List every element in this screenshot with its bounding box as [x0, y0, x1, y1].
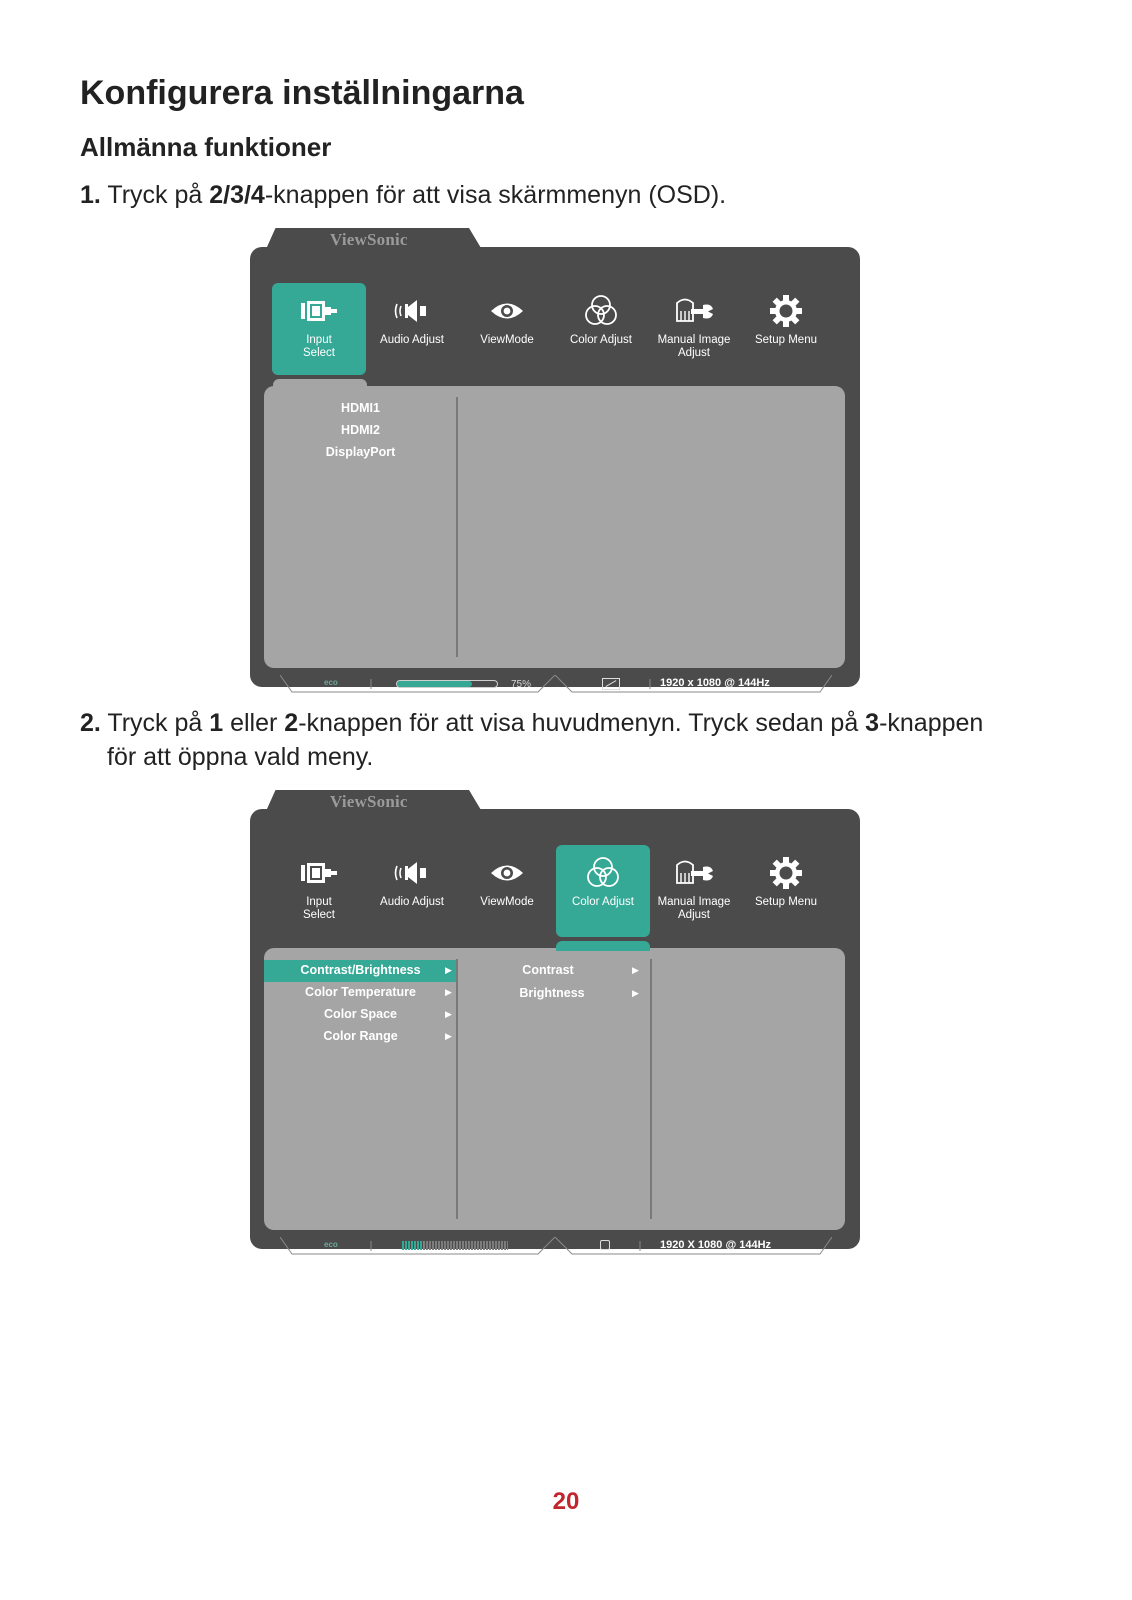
step-text: eller [223, 709, 285, 737]
brand-logo: ViewSonic [330, 230, 408, 249]
osd-status-bar [280, 675, 832, 693]
brightness-progress-fill [397, 681, 472, 687]
tab-audio-adjust[interactable] [365, 283, 459, 375]
panel-notch [556, 941, 650, 951]
tab-label: ViewMode [480, 896, 534, 908]
section-title: Allmänna funktioner [80, 132, 332, 162]
color-circles-icon [554, 293, 648, 329]
level-meter [402, 1241, 508, 1250]
step-text: Tryck på [107, 181, 210, 209]
tab-audio-adjust[interactable] [365, 845, 459, 937]
tab-manual-image-adjust[interactable] [647, 845, 741, 937]
wrench-icon [647, 293, 741, 329]
submenu-color-temperature[interactable]: Color Temperature [305, 985, 416, 999]
osd-content-panel [264, 948, 845, 1230]
tab-label: Manual Image [657, 334, 731, 346]
resolution-readout: 1920 X 1080 @ 144Hz [660, 1239, 772, 1251]
eco-icon: eco [324, 678, 338, 687]
tab-label: Adjust [678, 347, 710, 359]
audio-icon [365, 855, 459, 891]
osd-content-panel [264, 386, 845, 668]
step-text-continued: för att öppna vald meny. [107, 743, 374, 771]
step-key: 2 [284, 709, 299, 737]
tab-label: Adjust [678, 909, 710, 921]
page-title: Konfigurera inställningarna [80, 74, 524, 112]
input-select-icon [272, 855, 366, 891]
column-divider [650, 959, 652, 1219]
submenu-color-range[interactable]: Color Range [323, 1029, 398, 1043]
tab-label: Color Adjust [569, 334, 632, 346]
osd-screenshot-color-adjust [250, 790, 860, 1250]
step-number: 2. [80, 709, 101, 737]
tab-label: Audio Adjust [380, 896, 444, 908]
color-circles-icon [556, 855, 650, 891]
option-brightness[interactable]: Brightness [519, 986, 585, 1000]
step-text: -knappen för att visa huvudmenyn. Tryck sedan på [298, 709, 866, 737]
tab-input-select[interactable] [272, 283, 366, 375]
panel-notch [273, 379, 367, 389]
brand-logo: ViewSonic [330, 792, 408, 811]
tab-input-select[interactable] [272, 845, 366, 937]
tab-label: Select [303, 909, 335, 921]
input-option-hdmi2[interactable]: HDMI2 [341, 423, 380, 437]
step-text: -knappen för att visa skärmmenyn (OSD). [264, 181, 727, 209]
tab-color-adjust[interactable] [556, 845, 650, 937]
input-select-icon [272, 293, 366, 329]
audio-icon [365, 293, 459, 329]
input-option-hdmi1[interactable]: HDMI1 [341, 401, 380, 415]
tab-label: Input [306, 896, 332, 908]
submenu-arrow-icon: ▶ [445, 987, 452, 997]
aspect-ratio-icon [602, 678, 620, 690]
brightness-percent: 75% [511, 679, 532, 690]
step-2 [80, 706, 983, 774]
step-key: 3 [865, 709, 880, 737]
osd-status-bar [280, 1237, 832, 1255]
tab-setup-menu[interactable] [739, 845, 833, 937]
tab-label: Color Adjust [571, 896, 634, 908]
submenu-color-space[interactable]: Color Space [324, 1007, 397, 1021]
tab-viewmode[interactable] [460, 283, 554, 375]
osd-main-menu [272, 845, 842, 937]
external-link-icon [600, 1240, 610, 1250]
step-text: -knappen [879, 709, 984, 737]
osd-screenshot-input-select [250, 228, 860, 690]
tab-label: Setup Menu [754, 896, 817, 908]
tab-label: Audio Adjust [380, 334, 444, 346]
tab-setup-menu[interactable] [739, 283, 833, 375]
level-meter-fill [402, 1241, 424, 1250]
submenu-arrow-icon: ▶ [445, 1009, 452, 1019]
tab-viewmode[interactable] [460, 845, 554, 937]
wrench-icon [647, 855, 741, 891]
tab-label: Input [306, 334, 332, 346]
option-arrow-icon: ▶ [632, 988, 639, 998]
tab-manual-image-adjust[interactable] [647, 283, 741, 375]
osd-frame [250, 247, 860, 690]
gear-icon [739, 293, 833, 329]
page-number: 20 [552, 1488, 580, 1515]
eye-icon [460, 293, 554, 329]
eco-icon: eco [324, 1240, 338, 1249]
step-text: Tryck på [107, 709, 210, 737]
tab-label: Manual Image [657, 896, 731, 908]
input-option-displayport[interactable]: DisplayPort [325, 445, 396, 459]
eye-icon [460, 855, 554, 891]
tab-label: Setup Menu [754, 334, 817, 346]
option-contrast[interactable]: Contrast [522, 963, 574, 977]
step-number: 1. [80, 181, 101, 209]
osd-frame [250, 809, 860, 1249]
submenu-arrow-icon: ▶ [445, 1031, 452, 1041]
step-1 [80, 178, 726, 212]
submenu-contrast-brightness[interactable]: Contrast/Brightness [300, 963, 421, 977]
gear-icon [739, 855, 833, 891]
tab-label: ViewMode [480, 334, 534, 346]
resolution-readout: 1920 x 1080 @ 144Hz [660, 677, 770, 689]
option-arrow-icon: ▶ [632, 965, 639, 975]
submenu-arrow-icon: ▶ [445, 965, 452, 975]
brightness-progress-bar [396, 680, 498, 688]
step-key: 1 [209, 709, 224, 737]
step-key: 2/3/4 [209, 181, 265, 209]
tab-label: Select [303, 347, 335, 359]
osd-main-menu [272, 283, 842, 375]
tab-color-adjust[interactable] [554, 283, 648, 375]
